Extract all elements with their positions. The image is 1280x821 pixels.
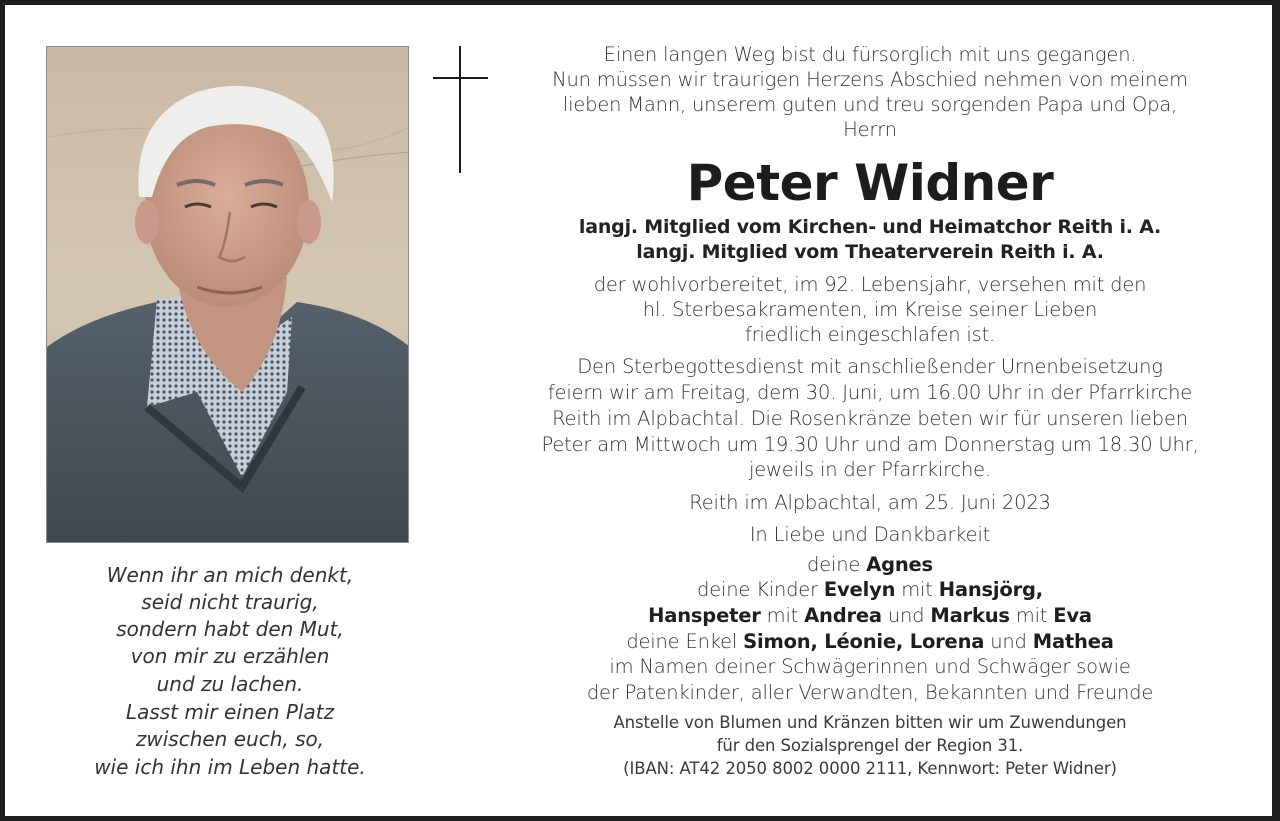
family-name: Simon, Léonie, Lorena bbox=[743, 630, 985, 653]
service-line: Peter am Mittwoch um 19.30 Uhr und am Donnerstag um 18.30 Uhr, bbox=[541, 433, 1199, 456]
donation-line: (IBAN: AT42 2050 8002 0000 2111, Kennwort: Peter Widner) bbox=[623, 759, 1117, 778]
family-name: Hansjörg, bbox=[938, 578, 1043, 601]
family-name: Evelyn bbox=[823, 578, 896, 601]
poem-line: seid nicht traurig, bbox=[141, 590, 319, 614]
poem-line: wie ich ihn im Leben hatte. bbox=[94, 755, 366, 779]
passing-line: der wohlvorbereitet, im 92. Lebensjahr, versehen mit den bbox=[593, 273, 1147, 296]
passing-line: hl. Sterbesakramenten, im Kreise seiner Lieben bbox=[642, 298, 1098, 321]
deceased-name: Peter Widner bbox=[686, 154, 1054, 212]
family-connector: mit bbox=[1009, 604, 1054, 627]
family-others-line: im Namen deiner Schwägerinnen und Schwäger sowie bbox=[609, 655, 1131, 678]
donation-line: für den Sozialsprengel der Region 31. bbox=[716, 736, 1024, 755]
poem-line: sondern habt den Mut, bbox=[116, 617, 344, 641]
poem-line: zwischen euch, so, bbox=[135, 727, 325, 751]
cross-horizontal-bar bbox=[433, 77, 488, 79]
family-children-line-1 bbox=[505, 578, 1235, 601]
family-name: Mathea bbox=[1032, 630, 1114, 653]
cross-vertical-bar bbox=[459, 46, 461, 173]
intro-line: Nun müssen wir traurigen Herzens Abschied nehmen von meinem bbox=[552, 68, 1188, 91]
service-line: jeweils in der Pfarrkirche. bbox=[749, 458, 991, 481]
family-name: Andrea bbox=[804, 604, 882, 627]
service-line: Reith im Alpbachtal. Die Rosenkränze beten wir für unseren lieben bbox=[552, 407, 1188, 430]
poem-line: von mir zu erzählen bbox=[130, 644, 330, 668]
family-wife bbox=[505, 553, 1235, 576]
family-connector: und bbox=[881, 604, 931, 627]
closing-phrase: In Liebe und Dankbarkeit bbox=[749, 523, 991, 546]
family-children-line-2 bbox=[505, 604, 1235, 627]
intro-line: lieben Mann, unserem guten und treu sorgenden Papa und Opa, bbox=[562, 93, 1178, 116]
family-grandchildren bbox=[505, 630, 1235, 653]
family-prefix: deine Enkel bbox=[626, 630, 744, 653]
family-name: Markus bbox=[930, 604, 1010, 627]
membership-line: langj. Mitglied vom Theaterverein Reith i. A. bbox=[636, 241, 1104, 263]
intro-line: Herrn bbox=[843, 118, 897, 141]
poem-line: Lasst mir einen Platz bbox=[125, 700, 335, 724]
service-line: Den Sterbegottesdienst mit anschließender Urnenbeisetzung bbox=[577, 355, 1163, 378]
family-prefix: deine Kinder bbox=[697, 578, 824, 601]
intro-line: Einen langen Weg bist du fürsorglich mit uns gegangen. bbox=[603, 43, 1137, 66]
family-name: Hanspeter bbox=[648, 604, 761, 627]
family-prefix: deine bbox=[807, 553, 867, 576]
service-line: feiern wir am Freitag, dem 30. Juni, um 16.00 Uhr in der Pfarrkirche bbox=[547, 381, 1193, 404]
memorial-poem bbox=[60, 0, 400, 821]
donation-line: Anstelle von Blumen und Kränzen bitten wir um Zuwendungen bbox=[613, 713, 1127, 732]
family-others-line: der Patenkinder, aller Verwandten, Bekannten und Freunde bbox=[586, 681, 1154, 704]
family-connector: mit bbox=[895, 578, 939, 601]
passing-line: friedlich eingeschlafen ist. bbox=[744, 323, 996, 346]
family-name: Eva bbox=[1053, 604, 1092, 627]
family-connector: mit bbox=[760, 604, 805, 627]
poem-line: Wenn ihr an mich denkt, bbox=[106, 563, 354, 587]
membership-line: langj. Mitglied vom Kirchen- und Heimatchor Reith i. A. bbox=[578, 216, 1162, 238]
place-date: Reith im Alpbachtal, am 25. Juni 2023 bbox=[689, 491, 1051, 514]
poem-line: und zu lachen. bbox=[156, 672, 304, 696]
family-connector: und bbox=[984, 630, 1033, 653]
family-name-wife: Agnes bbox=[866, 553, 933, 576]
obituary-text bbox=[505, 0, 1235, 821]
